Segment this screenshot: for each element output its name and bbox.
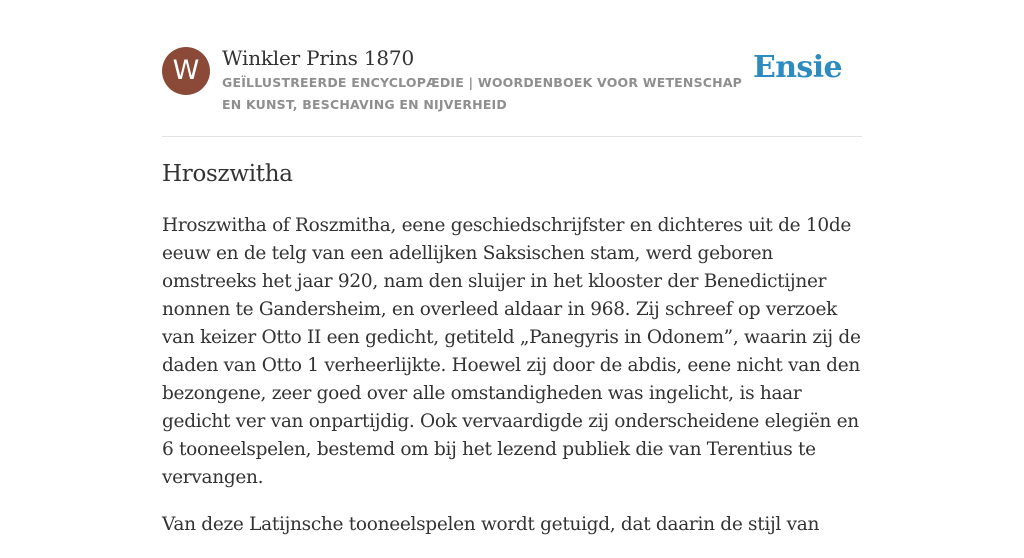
source-header (162, 44, 862, 137)
article-paragraph: Hroszwitha of Roszmitha, eene geschiedschrijfster en dichteres uit de 10de eeuw en de telg van een adellijken Saksischen stam, werd geboren omstreeks het jaar 920, nam den sluijer in het klooster der Benedictijner nonnen te Gandersheim, en overleed aldaar in 968. Zij schreef op verzoek van keizer Otto II een gedicht, getiteld „Panegyris in Odonem”, waarin zij de daden van Otto 1 verheerlijkte. Hoewel zij door de abdis, eene nicht van den bezongene, zeer goed over alle omstandigheden was ingelicht, is haar gedicht ver van onpartijdig. Ook vervaardigde zij onderscheidene elegiën en 6 tooneelspelen, bestemd om bij het lezend publiek die van Terentius te vervangen. (162, 215, 861, 488)
source-title[interactable]: Winkler Prins 1870 (222, 46, 414, 70)
ensie-logo-link[interactable]: Ensie (752, 50, 842, 85)
source-subtitle: GEÏLLUSTREERDE ENCYCLOPÆDIE | WOORDENBOEK VOOR WETENSCHAP EN KUNST, BESCHAVING EN NIJVERHEID (222, 75, 743, 112)
source-avatar[interactable]: W (162, 47, 210, 95)
article-paragraph: Van deze Latijnsche tooneelspelen wordt getuigd, dat daarin de stijl van (162, 514, 820, 535)
article-body (162, 212, 862, 558)
article-title: Hroszwitha (162, 161, 293, 187)
